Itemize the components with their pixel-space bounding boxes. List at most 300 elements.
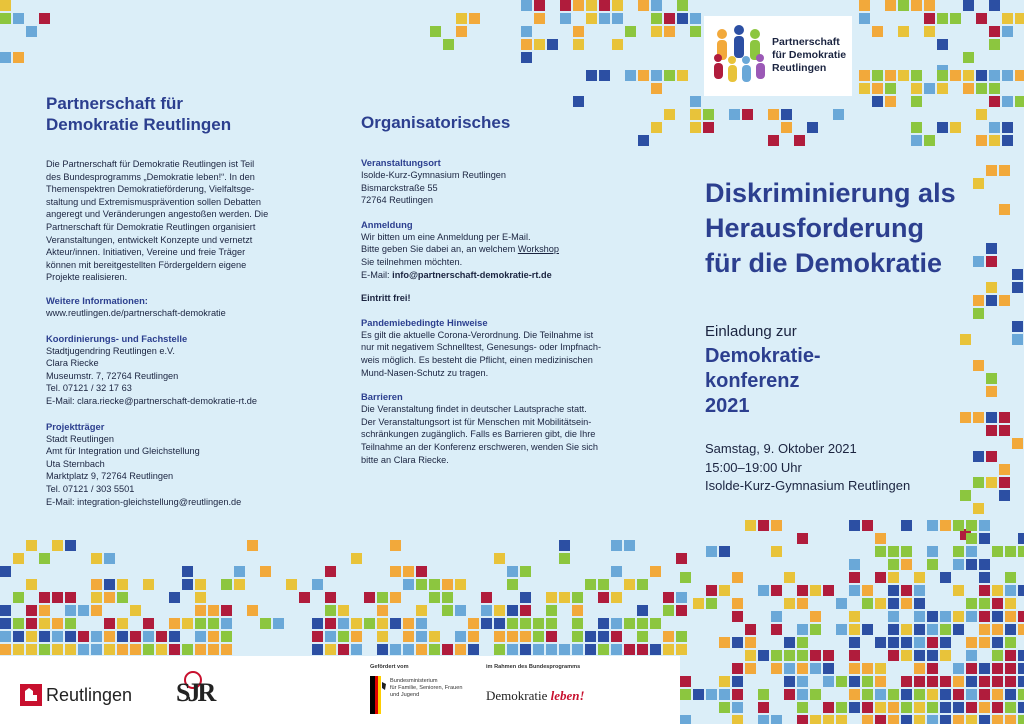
mosaic-tile [986, 243, 997, 254]
mosaic-tile [768, 109, 779, 120]
mosaic-tile [637, 644, 648, 655]
mosaic-tile [585, 644, 596, 655]
mosaic-tile [1005, 676, 1016, 687]
mosaic-tile [872, 26, 883, 37]
mosaic-tile [637, 605, 648, 616]
mosaic-tile [104, 579, 115, 590]
mosaic-tile [78, 644, 89, 655]
mosaic-tile [914, 702, 925, 713]
mosaic-tile [364, 592, 375, 603]
mosaic-tile [143, 631, 154, 642]
mosaic-tile [745, 624, 756, 635]
mosaic-tile [911, 135, 922, 146]
mosaic-tile [13, 52, 24, 63]
mosaic-tile [572, 631, 583, 642]
mosaic-tile [1005, 715, 1016, 724]
reutlingen-logo-icon [20, 684, 42, 706]
mosaic-tile [546, 605, 557, 616]
mosaic-tile [999, 412, 1010, 423]
mosaic-tile [572, 618, 583, 629]
mosaic-tile [650, 566, 661, 577]
mosaic-tile [960, 334, 971, 345]
mosaic-tile [442, 592, 453, 603]
mosaic-tile [771, 650, 782, 661]
mosaic-tile [888, 715, 899, 724]
mosaic-tile [719, 546, 730, 557]
mosaic-tile [875, 663, 886, 674]
mosaic-tile [810, 611, 821, 622]
mosaic-tile [885, 0, 896, 11]
mosaic-tile [797, 663, 808, 674]
mosaic-tile [989, 26, 1000, 37]
mosaic-tile [1015, 13, 1024, 24]
mosaic-tile [976, 83, 987, 94]
mosaic-tile [960, 490, 971, 501]
mosaic-tile [937, 83, 948, 94]
mosaic-tile [156, 644, 167, 655]
mosaic-tile [299, 592, 310, 603]
mosaic-tile [836, 676, 847, 687]
mosaic-tile [0, 605, 11, 616]
mosaic-tile [914, 572, 925, 583]
mosaic-tile [914, 624, 925, 635]
mosaic-tile [390, 644, 401, 655]
mosaic-tile [78, 605, 89, 616]
mosaic-tile [690, 26, 701, 37]
mosaic-tile [963, 52, 974, 63]
mosaic-tile [927, 676, 938, 687]
mosaic-tile [875, 676, 886, 687]
mosaic-tile [547, 39, 558, 50]
funded-by: Gefördert vom [370, 664, 409, 670]
mosaic-tile [598, 631, 609, 642]
mosaic-tile [13, 592, 24, 603]
mosaic-tile [719, 585, 730, 596]
mosaic-tile [732, 676, 743, 687]
mosaic-tile [1005, 650, 1016, 661]
mosaic-tile [546, 592, 557, 603]
mosaic-tile [953, 546, 964, 557]
mosaic-tile [862, 624, 873, 635]
mosaic-tile [992, 598, 1003, 609]
mosaic-tile [745, 663, 756, 674]
mosaic-tile [914, 585, 925, 596]
mosaic-tile [719, 689, 730, 700]
event-time: 15:00–19:00 Uhr [705, 459, 802, 475]
mosaic-tile [963, 70, 974, 81]
mosaic-tile [104, 644, 115, 655]
mosaic-tile [1005, 611, 1016, 622]
mosaic-tile [663, 592, 674, 603]
mosaic-tile [973, 256, 984, 267]
mosaic-tile [1015, 96, 1024, 107]
mosaic-tile [65, 631, 76, 642]
left-panel [46, 93, 336, 135]
mosaic-tile [651, 83, 662, 94]
mosaic-tile [693, 689, 704, 700]
registration-label: Anmeldung [361, 218, 413, 230]
mosaic-tile [638, 135, 649, 146]
mosaic-tile [758, 650, 769, 661]
mosaic-tile [914, 715, 925, 724]
mosaic-tile [1015, 70, 1024, 81]
mosaic-tile [784, 637, 795, 648]
free-entry: Eintritt frei! [361, 293, 411, 304]
mosaic-tile [966, 650, 977, 661]
mosaic-tile [901, 676, 912, 687]
mosaic-tile [797, 637, 808, 648]
mosaic-tile [810, 715, 821, 724]
mosaic-tile [885, 96, 896, 107]
logo-text: Partnerschaft für Demokratie Reutlingen [772, 36, 847, 74]
mosaic-tile [1018, 624, 1024, 635]
mosaic-tile [455, 631, 466, 642]
mosaic-tile [221, 631, 232, 642]
mosaic-tile [676, 644, 687, 655]
mosaic-tile [953, 689, 964, 700]
mosaic-tile [182, 644, 193, 655]
mosaic-tile [781, 122, 792, 133]
mosaic-tile [130, 644, 141, 655]
partnership-logo [704, 16, 852, 96]
mosaic-tile [937, 39, 948, 50]
mosaic-tile [797, 624, 808, 635]
mosaic-tile [598, 644, 609, 655]
mosaic-tile [469, 13, 480, 24]
mosaic-tile [732, 715, 743, 724]
mosaic-tile [637, 618, 648, 629]
more-info-label: Weitere Informationen: [46, 295, 148, 306]
mosaic-tile [117, 644, 128, 655]
mosaic-tile [992, 650, 1003, 661]
mosaic-tile [403, 631, 414, 642]
mosaic-tile [940, 572, 951, 583]
mosaic-tile [901, 715, 912, 724]
mosaic-tile [65, 592, 76, 603]
mosaic-tile [573, 0, 584, 11]
mosaic-tile [638, 0, 649, 11]
mosaic-tile [888, 637, 899, 648]
mosaic-tile [1018, 546, 1024, 557]
mosaic-tile [911, 70, 922, 81]
mosaic-tile [182, 618, 193, 629]
mosaic-tile [1002, 13, 1013, 24]
mosaic-tile [1002, 135, 1013, 146]
mosaic-tile [625, 70, 636, 81]
mosaic-tile [999, 425, 1010, 436]
mosaic-tile [65, 618, 76, 629]
mosaic-tile [888, 624, 899, 635]
left-intro: Die Partnerschaft für Demokratie Reutlingen ist Teil des Bundesprogramms „Demokratie leben!“. In den Themenspektren Demokratieförderung, Vielfaltsge- staltung und Extremismusprävention sollen Debatten angeregt und Veränderungen angestoßen werden. Die Partnerschaft für Demokratie Reutlingen organisiert Veranstaltungen, entwickelt Konzepte und vernetzt Akteur/innen. Initiativen, Vereine und freie Träger können mit bereitgestellten Fördergeldern eigene Projekte realisieren. [46, 159, 269, 283]
mosaic-tile [911, 122, 922, 133]
mosaic-tile [442, 579, 453, 590]
mosaic-tile [706, 585, 717, 596]
mosaic-tile [624, 540, 635, 551]
mosaic-tile [260, 566, 271, 577]
mosaic-tile [862, 663, 873, 674]
mosaic-tile [719, 637, 730, 648]
mosaic-tile [169, 618, 180, 629]
mosaic-tile [13, 553, 24, 564]
mosaic-tile [771, 624, 782, 635]
mosaic-tile [823, 676, 834, 687]
mosaic-tile [986, 256, 997, 267]
mosaic-tile [810, 585, 821, 596]
mosaic-tile [901, 637, 912, 648]
more-info-url: www.reutlingen.de/partnerschaft-demokratie [46, 308, 226, 318]
mosaic-tile [13, 644, 24, 655]
mosaic-tile [585, 579, 596, 590]
mosaic-tile [182, 566, 193, 577]
mosaic-tile [429, 592, 440, 603]
mosaic-tile [1018, 702, 1024, 713]
mosaic-tile [624, 644, 635, 655]
program-intro: im Rahmen des Bundesprogramms [486, 664, 581, 670]
mosaic-tile [325, 644, 336, 655]
mosaic-tile [836, 715, 847, 724]
mosaic-tile [875, 598, 886, 609]
mosaic-tile [494, 644, 505, 655]
mosaic-tile [901, 585, 912, 596]
mosaic-tile [797, 676, 808, 687]
mosaic-tile [937, 122, 948, 133]
mosaic-tile [986, 386, 997, 397]
mosaic-tile [901, 624, 912, 635]
mosaic-tile [927, 520, 938, 531]
event-date: Samstag, 9. Oktober 2021 [705, 441, 857, 456]
mosaic-tile [91, 631, 102, 642]
mosaic-tile [992, 546, 1003, 557]
mosaic-tile [911, 83, 922, 94]
mosaic-tile [481, 618, 492, 629]
mosaic-tile [546, 644, 557, 655]
mosaic-tile [966, 702, 977, 713]
mosaic-tile [195, 592, 206, 603]
mosaic-tile [885, 83, 896, 94]
mosaic-tile [875, 715, 886, 724]
mosaic-tile [953, 520, 964, 531]
mosaic-tile [573, 96, 584, 107]
mosaic-tile [533, 644, 544, 655]
mosaic-tile [859, 70, 870, 81]
mosaic-tile [1012, 438, 1023, 449]
mosaic-tile [1012, 321, 1023, 332]
mosaic-tile [989, 83, 1000, 94]
mosaic-tile [979, 676, 990, 687]
mosaic-tile [91, 553, 102, 564]
mosaic-tile [377, 605, 388, 616]
mosaic-tile [989, 0, 1000, 11]
mosaic-tile [533, 618, 544, 629]
mosaic-tile [888, 702, 899, 713]
mosaic-tile [208, 618, 219, 629]
mosaic-tile [468, 631, 479, 642]
mosaic-tile [507, 605, 518, 616]
mosaic-tile [979, 533, 990, 544]
mosaic-tile [521, 0, 532, 11]
mosaic-tile [221, 605, 232, 616]
mosaic-tile [986, 425, 997, 436]
mosaic-tile [940, 650, 951, 661]
mosaic-tile [849, 689, 860, 700]
mosaic-tile [507, 618, 518, 629]
mosaic-tile [611, 566, 622, 577]
mosaic-tile [1005, 702, 1016, 713]
mosaic-tile [456, 26, 467, 37]
mosaic-tile [390, 592, 401, 603]
mosaic-tile [914, 637, 925, 648]
mosaic-tile [1018, 585, 1024, 596]
mosaic-tile [953, 611, 964, 622]
mosaic-tile [979, 611, 990, 622]
mosaic-tile [911, 0, 922, 11]
mosaic-tile [651, 122, 662, 133]
mosaic-tile [924, 26, 935, 37]
mosaic-tile [611, 631, 622, 642]
mosaic-tile [52, 631, 63, 642]
mosaic-tile [624, 579, 635, 590]
mosaic-tile [836, 598, 847, 609]
mosaic-tile [875, 546, 886, 557]
mosaic-tile [520, 631, 531, 642]
mosaic-tile [182, 579, 193, 590]
mosaic-tile [677, 70, 688, 81]
mosaic-tile [973, 178, 984, 189]
mosaic-tile [888, 598, 899, 609]
mosaic-tile [195, 605, 206, 616]
mosaic-tile [999, 204, 1010, 215]
mosaic-tile [65, 605, 76, 616]
mosaic-tile [986, 451, 997, 462]
mosaic-tile [966, 559, 977, 570]
mosaic-tile [872, 96, 883, 107]
mosaic-tile [325, 631, 336, 642]
mosaic-tile [39, 605, 50, 616]
mosaic-tile [862, 715, 873, 724]
mosaic-tile [690, 109, 701, 120]
mosaic-tile [973, 308, 984, 319]
mosaic-tile [663, 605, 674, 616]
mosaic-tile [26, 618, 37, 629]
mosaic-tile [849, 624, 860, 635]
mosaic-tile [973, 412, 984, 423]
mosaic-tile [976, 70, 987, 81]
mosaic-tile [26, 26, 37, 37]
mosaic-tile [416, 605, 427, 616]
mosaic-tile [992, 702, 1003, 713]
mosaic-tile [677, 13, 688, 24]
mosaic-tile [823, 715, 834, 724]
mosaic-tile [797, 702, 808, 713]
mosaic-tile [999, 490, 1010, 501]
mosaic-tile [914, 689, 925, 700]
mosaic-tile [403, 644, 414, 655]
mosaic-tile [989, 96, 1000, 107]
mosaic-tile [677, 0, 688, 11]
mosaic-tile [130, 631, 141, 642]
mosaic-tile [403, 566, 414, 577]
mosaic-tile [520, 618, 531, 629]
mosaic-tile [797, 533, 808, 544]
mosaic-tile [924, 83, 935, 94]
mosaic-tile [481, 605, 492, 616]
mosaic-tile [91, 579, 102, 590]
mosaic-tile [494, 618, 505, 629]
mosaic-tile [901, 689, 912, 700]
mosaic-tile [986, 282, 997, 293]
mosaic-tile [221, 579, 232, 590]
mosaic-tile [862, 585, 873, 596]
mosaic-tile [1005, 689, 1016, 700]
mosaic-tile [195, 644, 206, 655]
mosaic-tile [195, 631, 206, 642]
mosaic-tile [914, 650, 925, 661]
mosaic-tile [940, 611, 951, 622]
mosaic-tile [953, 663, 964, 674]
workshop-link: Workshop [517, 244, 560, 255]
mosaic-tile [0, 52, 11, 63]
mosaic-tile [91, 644, 102, 655]
mosaic-tile [377, 618, 388, 629]
mosaic-tile [706, 546, 717, 557]
mosaic-tile [810, 624, 821, 635]
mosaic-tile [810, 689, 821, 700]
mosaic-tile [651, 26, 662, 37]
conference-title: Demokratie- konferenz 2021 [705, 345, 821, 417]
mosaic-tile [572, 644, 583, 655]
mosaic-tile [1005, 663, 1016, 674]
mosaic-tile [221, 618, 232, 629]
sjr-text: SJR [176, 678, 214, 707]
mosaic-tile [898, 70, 909, 81]
event-place: Isolde-Kurz-Gymnasium Reutlingen [705, 478, 911, 493]
mosaic-tile [651, 13, 662, 24]
mosaic-tile [325, 605, 336, 616]
mosaic-tile [781, 109, 792, 120]
mosaic-tile [823, 650, 834, 661]
mosaic-tile [599, 0, 610, 11]
mosaic-tile [976, 135, 987, 146]
mosaic-tile [927, 702, 938, 713]
mosaic-tile [784, 572, 795, 583]
mosaic-tile [377, 631, 388, 642]
mosaic-tile [924, 13, 935, 24]
mosaic-tile [797, 650, 808, 661]
mosaic-tile [612, 39, 623, 50]
ministry-name: Bundesministerium für Familie, Senioren, Frauen und Jugend [390, 678, 463, 698]
mosaic-tile [979, 715, 990, 724]
mosaic-tile [637, 579, 648, 590]
mosaic-tile [208, 644, 219, 655]
mosaic-tile [143, 579, 154, 590]
mosaic-tile [1018, 676, 1024, 687]
mosaic-tile [586, 13, 597, 24]
mosaic-tile [992, 715, 1003, 724]
mosaic-tile [872, 83, 883, 94]
mosaic-tile [680, 715, 691, 724]
mosaic-tile [732, 663, 743, 674]
mosaic-tile [117, 592, 128, 603]
mosaic-tile [117, 618, 128, 629]
mosaic-tile [351, 553, 362, 564]
mosaic-tile [130, 605, 141, 616]
mosaic-tile [963, 83, 974, 94]
mosaic-tile [901, 546, 912, 557]
mosaic-tile [966, 676, 977, 687]
mosaic-tile [823, 585, 834, 596]
mosaic-tile [992, 611, 1003, 622]
mosaic-tile [429, 579, 440, 590]
